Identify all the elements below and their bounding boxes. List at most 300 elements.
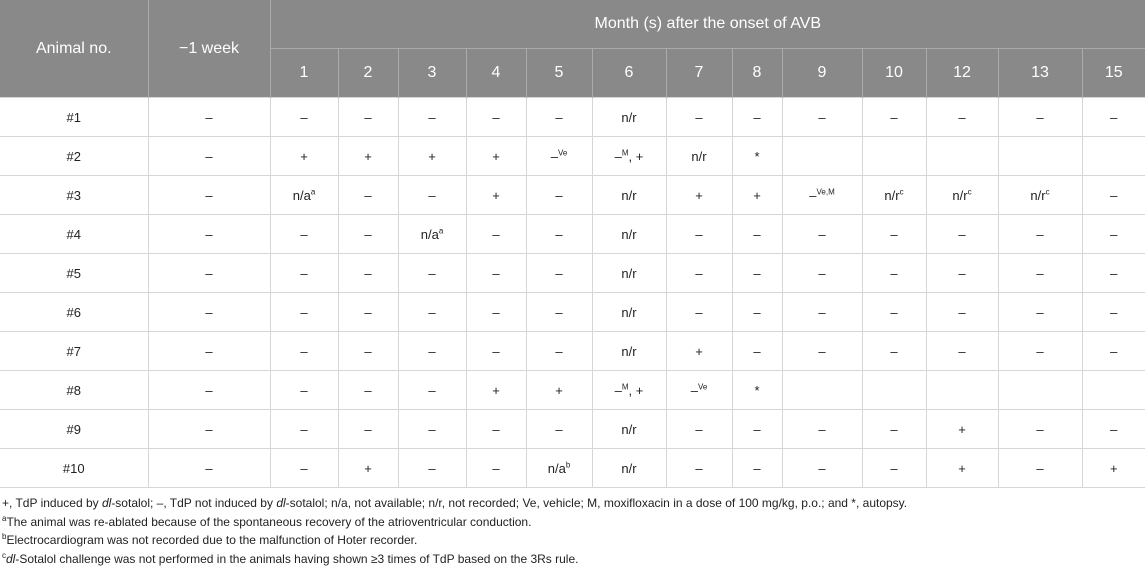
animal-id-cell: #6 — [0, 293, 148, 332]
result-value: – — [1110, 227, 1117, 242]
result-cell — [466, 371, 526, 410]
result-cell — [782, 371, 862, 410]
result-cell — [782, 293, 862, 332]
result-value: – — [1036, 110, 1043, 125]
result-cell — [270, 98, 338, 137]
result-cell — [338, 98, 398, 137]
result-cell — [1082, 176, 1145, 215]
animal-id-cell: #8 — [0, 371, 148, 410]
result-value: – — [890, 461, 897, 476]
result-cell — [998, 371, 1082, 410]
result-value: – — [890, 305, 897, 320]
result-value: – — [555, 422, 562, 437]
result-cell — [526, 371, 592, 410]
result-cell — [926, 293, 998, 332]
result-value: – — [428, 422, 435, 437]
header-month-6: 6 — [592, 49, 666, 98]
result-cell — [732, 254, 782, 293]
result-value: + — [958, 461, 966, 476]
result-cell — [338, 137, 398, 176]
result-cell — [270, 215, 338, 254]
result-value: n/r — [621, 461, 636, 476]
animal-id-cell: #9 — [0, 410, 148, 449]
header-month-9: 9 — [782, 49, 862, 98]
result-value: – — [428, 110, 435, 125]
result-cell — [666, 215, 732, 254]
table-row — [0, 371, 1145, 410]
result-cell — [466, 410, 526, 449]
animal-id-cell: #2 — [0, 137, 148, 176]
result-value: – — [958, 344, 965, 359]
header-month-10: 10 — [862, 49, 926, 98]
result-value: – — [364, 383, 371, 398]
result-value: + — [695, 188, 703, 203]
result-superscript: c — [900, 187, 904, 196]
result-value: n/a — [548, 461, 566, 476]
result-value: n/r — [884, 188, 899, 203]
footnote-b: $^b$Electrocardiogram was not recorded due to the malfunction of Hoter recorder. — [2, 531, 1143, 550]
result-value: – — [555, 227, 562, 242]
header-month-5: 5 — [526, 49, 592, 98]
result-cell — [466, 137, 526, 176]
result-value: – — [1110, 188, 1117, 203]
result-cell — [1082, 254, 1145, 293]
result-cell — [338, 254, 398, 293]
result-value: – — [1036, 422, 1043, 437]
result-cell — [998, 410, 1082, 449]
result-value: – — [958, 305, 965, 320]
result-value: – — [364, 227, 371, 242]
result-value: – — [818, 305, 825, 320]
result-value: + — [958, 422, 966, 437]
table-row — [0, 98, 1145, 137]
result-value: – — [753, 266, 760, 281]
result-cell — [862, 293, 926, 332]
result-value: – — [818, 461, 825, 476]
result-superscript: c — [1046, 187, 1050, 196]
result-cell — [666, 176, 732, 215]
result-value: – — [300, 227, 307, 242]
table-body — [0, 98, 1145, 488]
result-cell — [732, 449, 782, 488]
result-cell — [862, 410, 926, 449]
result-value: – — [364, 188, 371, 203]
result-cell — [466, 254, 526, 293]
result-cell — [732, 293, 782, 332]
result-value: – — [818, 227, 825, 242]
footnote-a: $^a$The animal was re-ablated because of the spontaneous recovery of the atrioventricular conduction. — [2, 513, 1143, 532]
baseline-week-cell: – — [148, 215, 270, 254]
header-month-4: 4 — [466, 49, 526, 98]
result-value: n/r — [1030, 188, 1045, 203]
result-superscript: Ve — [698, 382, 707, 391]
result-value: n/r — [621, 305, 636, 320]
result-cell — [1082, 449, 1145, 488]
result-cell — [398, 410, 466, 449]
result-value: n/a — [293, 188, 311, 203]
result-value: – — [818, 266, 825, 281]
result-value: + — [555, 383, 563, 398]
result-cell — [862, 137, 926, 176]
header-month-12: 12 — [926, 49, 998, 98]
result-value: – — [818, 422, 825, 437]
result-value: – — [1036, 344, 1043, 359]
result-cell — [732, 98, 782, 137]
result-cell — [862, 176, 926, 215]
result-value: – — [428, 266, 435, 281]
result-superscript: a — [311, 187, 315, 196]
result-cell — [526, 254, 592, 293]
result-value: – — [1036, 227, 1043, 242]
result-cell — [526, 137, 592, 176]
result-cell — [1082, 98, 1145, 137]
result-cell — [1082, 332, 1145, 371]
result-cell — [526, 98, 592, 137]
animal-id-cell: #10 — [0, 449, 148, 488]
result-cell — [926, 332, 998, 371]
result-cell — [732, 215, 782, 254]
header-month-13: 13 — [998, 49, 1082, 98]
result-cell — [862, 98, 926, 137]
baseline-week-cell: – — [148, 410, 270, 449]
result-superscript: Ve,M — [817, 187, 835, 196]
result-cell — [398, 293, 466, 332]
result-value: n/r — [621, 344, 636, 359]
result-value: – — [555, 110, 562, 125]
result-cell — [666, 98, 732, 137]
baseline-week-cell: – — [148, 137, 270, 176]
result-cell — [1082, 137, 1145, 176]
result-value: n/r — [621, 188, 636, 203]
result-value: – — [364, 266, 371, 281]
result-cell — [338, 293, 398, 332]
result-value: – — [555, 188, 562, 203]
result-value: – — [818, 110, 825, 125]
result-cell — [782, 410, 862, 449]
result-cell — [270, 176, 338, 215]
result-value: – — [691, 383, 698, 398]
result-cell — [338, 332, 398, 371]
result-value: + — [492, 188, 500, 203]
header-month-8: 8 — [732, 49, 782, 98]
table-row — [0, 332, 1145, 371]
result-value: – — [1110, 110, 1117, 125]
result-cell — [398, 254, 466, 293]
result-value: – — [551, 149, 558, 164]
result-value: n/r — [621, 266, 636, 281]
result-value: – — [428, 344, 435, 359]
result-value: – — [364, 344, 371, 359]
result-value: – — [695, 227, 702, 242]
result-cell — [466, 449, 526, 488]
result-value: – — [364, 422, 371, 437]
result-cell — [466, 293, 526, 332]
result-value: – — [890, 344, 897, 359]
result-value: n/r — [952, 188, 967, 203]
result-cell — [338, 449, 398, 488]
result-cell — [998, 176, 1082, 215]
animal-id-cell: #5 — [0, 254, 148, 293]
result-superscript: a — [439, 226, 443, 235]
result-cell — [270, 371, 338, 410]
result-cell — [926, 215, 998, 254]
result-value: + — [695, 344, 703, 359]
result-value: n/r — [621, 110, 636, 125]
result-cell — [398, 98, 466, 137]
result-cell — [270, 293, 338, 332]
result-value: – — [695, 422, 702, 437]
result-value: – — [300, 461, 307, 476]
result-superscript: Ve — [558, 148, 567, 157]
result-cell — [998, 254, 1082, 293]
result-suffix: , + — [629, 149, 644, 164]
result-cell — [398, 215, 466, 254]
result-value: – — [555, 344, 562, 359]
result-cell — [592, 215, 666, 254]
result-value: – — [1110, 344, 1117, 359]
baseline-week-cell: – — [148, 449, 270, 488]
result-value: – — [1110, 266, 1117, 281]
result-value: – — [1036, 461, 1043, 476]
result-cell — [666, 293, 732, 332]
result-cell — [862, 254, 926, 293]
result-value: – — [753, 227, 760, 242]
result-value: – — [695, 110, 702, 125]
result-cell — [1082, 293, 1145, 332]
result-cell — [526, 215, 592, 254]
result-value: – — [428, 461, 435, 476]
result-cell — [592, 332, 666, 371]
table-row — [0, 449, 1145, 488]
result-cell — [338, 176, 398, 215]
result-value: – — [695, 461, 702, 476]
result-cell — [592, 293, 666, 332]
result-cell — [666, 449, 732, 488]
result-cell — [862, 215, 926, 254]
result-value: – — [958, 266, 965, 281]
result-cell — [732, 176, 782, 215]
result-value: * — [754, 383, 759, 398]
result-value: – — [818, 344, 825, 359]
result-superscript: M — [622, 382, 629, 391]
result-cell — [398, 449, 466, 488]
result-cell — [592, 410, 666, 449]
result-value: – — [492, 422, 499, 437]
result-cell — [592, 254, 666, 293]
result-cell — [398, 371, 466, 410]
result-cell — [1082, 410, 1145, 449]
result-cell — [1082, 371, 1145, 410]
animal-id-cell: #3 — [0, 176, 148, 215]
result-value: n/r — [621, 227, 636, 242]
result-value: – — [364, 110, 371, 125]
header-month-3: 3 — [398, 49, 466, 98]
result-cell — [782, 332, 862, 371]
result-value: n/a — [421, 227, 439, 242]
baseline-week-cell: – — [148, 371, 270, 410]
result-cell — [338, 410, 398, 449]
result-cell — [998, 293, 1082, 332]
result-cell — [732, 410, 782, 449]
result-cell — [666, 332, 732, 371]
result-value: – — [492, 110, 499, 125]
result-value: – — [1110, 305, 1117, 320]
header-month-15: 15 — [1082, 49, 1145, 98]
result-cell — [926, 410, 998, 449]
header-month-2: 2 — [338, 49, 398, 98]
result-cell — [732, 332, 782, 371]
result-cell — [926, 371, 998, 410]
result-value: – — [809, 188, 816, 203]
result-cell — [338, 215, 398, 254]
result-superscript: M — [622, 148, 629, 157]
result-value: – — [890, 110, 897, 125]
result-cell — [862, 332, 926, 371]
result-value: + — [428, 149, 436, 164]
table-row — [0, 215, 1145, 254]
result-value: – — [890, 227, 897, 242]
result-cell — [270, 254, 338, 293]
result-cell — [666, 254, 732, 293]
baseline-week-cell: – — [148, 176, 270, 215]
result-value: – — [300, 110, 307, 125]
result-value: + — [364, 149, 372, 164]
result-value: – — [695, 266, 702, 281]
result-cell — [666, 371, 732, 410]
result-value: + — [1110, 461, 1118, 476]
result-cell — [998, 332, 1082, 371]
result-cell — [466, 98, 526, 137]
result-value: – — [753, 305, 760, 320]
result-cell — [782, 215, 862, 254]
result-value: – — [492, 461, 499, 476]
result-value: – — [300, 422, 307, 437]
result-value: – — [695, 305, 702, 320]
result-cell — [526, 332, 592, 371]
result-cell — [270, 410, 338, 449]
table-row — [0, 137, 1145, 176]
result-cell — [926, 254, 998, 293]
result-cell — [782, 449, 862, 488]
result-value: + — [492, 383, 500, 398]
result-value: – — [555, 305, 562, 320]
result-suffix: , + — [629, 383, 644, 398]
result-cell — [526, 449, 592, 488]
result-cell — [1082, 215, 1145, 254]
table-row — [0, 293, 1145, 332]
result-value: – — [492, 305, 499, 320]
footnote-c: $^c$dl-Sotalol challenge was not performed in the animals having shown ≥3 times of TdP based on the 3Rs rule. — [2, 550, 1143, 568]
animal-id-cell: #7 — [0, 332, 148, 371]
result-value: – — [300, 383, 307, 398]
result-cell — [398, 332, 466, 371]
result-value: + — [492, 149, 500, 164]
result-cell — [526, 410, 592, 449]
result-cell — [926, 98, 998, 137]
result-cell — [666, 410, 732, 449]
animal-id-cell: #1 — [0, 98, 148, 137]
result-cell — [732, 371, 782, 410]
result-cell — [926, 137, 998, 176]
result-cell — [270, 137, 338, 176]
baseline-week-cell: – — [148, 332, 270, 371]
result-value: – — [1036, 305, 1043, 320]
result-cell — [862, 449, 926, 488]
result-value: – — [890, 266, 897, 281]
result-cell — [270, 332, 338, 371]
result-value: – — [300, 344, 307, 359]
result-value: – — [958, 110, 965, 125]
result-value: – — [492, 266, 499, 281]
result-value: – — [300, 305, 307, 320]
result-value: – — [428, 383, 435, 398]
table-notes — [0, 488, 1145, 568]
header-month-7: 7 — [666, 49, 732, 98]
baseline-week-cell: – — [148, 98, 270, 137]
result-cell — [466, 176, 526, 215]
result-value: – — [890, 422, 897, 437]
header-animal-no: Animal no. — [0, 0, 148, 98]
result-value: + — [300, 149, 308, 164]
result-cell — [466, 332, 526, 371]
result-value: + — [364, 461, 372, 476]
result-cell — [926, 176, 998, 215]
result-value: – — [428, 188, 435, 203]
result-value: – — [753, 422, 760, 437]
result-cell — [666, 137, 732, 176]
table-row — [0, 176, 1145, 215]
result-superscript: c — [968, 187, 972, 196]
result-value: – — [428, 305, 435, 320]
result-value: – — [615, 383, 622, 398]
result-cell — [782, 176, 862, 215]
result-cell — [592, 98, 666, 137]
result-value: – — [492, 227, 499, 242]
result-value: – — [958, 227, 965, 242]
result-value: n/r — [691, 149, 706, 164]
result-value: – — [1110, 422, 1117, 437]
result-value: – — [753, 344, 760, 359]
header-month-1: 1 — [270, 49, 338, 98]
result-cell — [526, 293, 592, 332]
header-months-after-avb: Month (s) after the onset of AVB — [270, 0, 1145, 49]
result-cell — [862, 371, 926, 410]
result-value: – — [492, 344, 499, 359]
result-value: * — [754, 149, 759, 164]
result-value: – — [615, 149, 622, 164]
result-cell — [398, 137, 466, 176]
header-minus-one-week: −1 week — [148, 0, 270, 98]
result-cell — [592, 371, 666, 410]
result-value: – — [753, 110, 760, 125]
result-superscript: b — [566, 460, 570, 469]
table-row — [0, 254, 1145, 293]
result-cell — [466, 215, 526, 254]
legend-note: +, TdP induced by dl-sotalol; –, TdP not induced by dl-sotalol; n/a, not available; n/r, not recorded; Ve, vehicle; M, moxifloxacin in a dose of 100 mg/kg, p.o.; and *, autopsy. — [2, 494, 1143, 513]
result-cell — [526, 176, 592, 215]
result-cell — [782, 98, 862, 137]
result-cell — [592, 137, 666, 176]
result-cell — [998, 98, 1082, 137]
result-value: – — [300, 266, 307, 281]
result-cell — [782, 137, 862, 176]
result-value: n/r — [621, 422, 636, 437]
result-cell — [998, 449, 1082, 488]
result-value: + — [753, 188, 761, 203]
result-cell — [338, 371, 398, 410]
baseline-week-cell: – — [148, 293, 270, 332]
result-cell — [782, 254, 862, 293]
